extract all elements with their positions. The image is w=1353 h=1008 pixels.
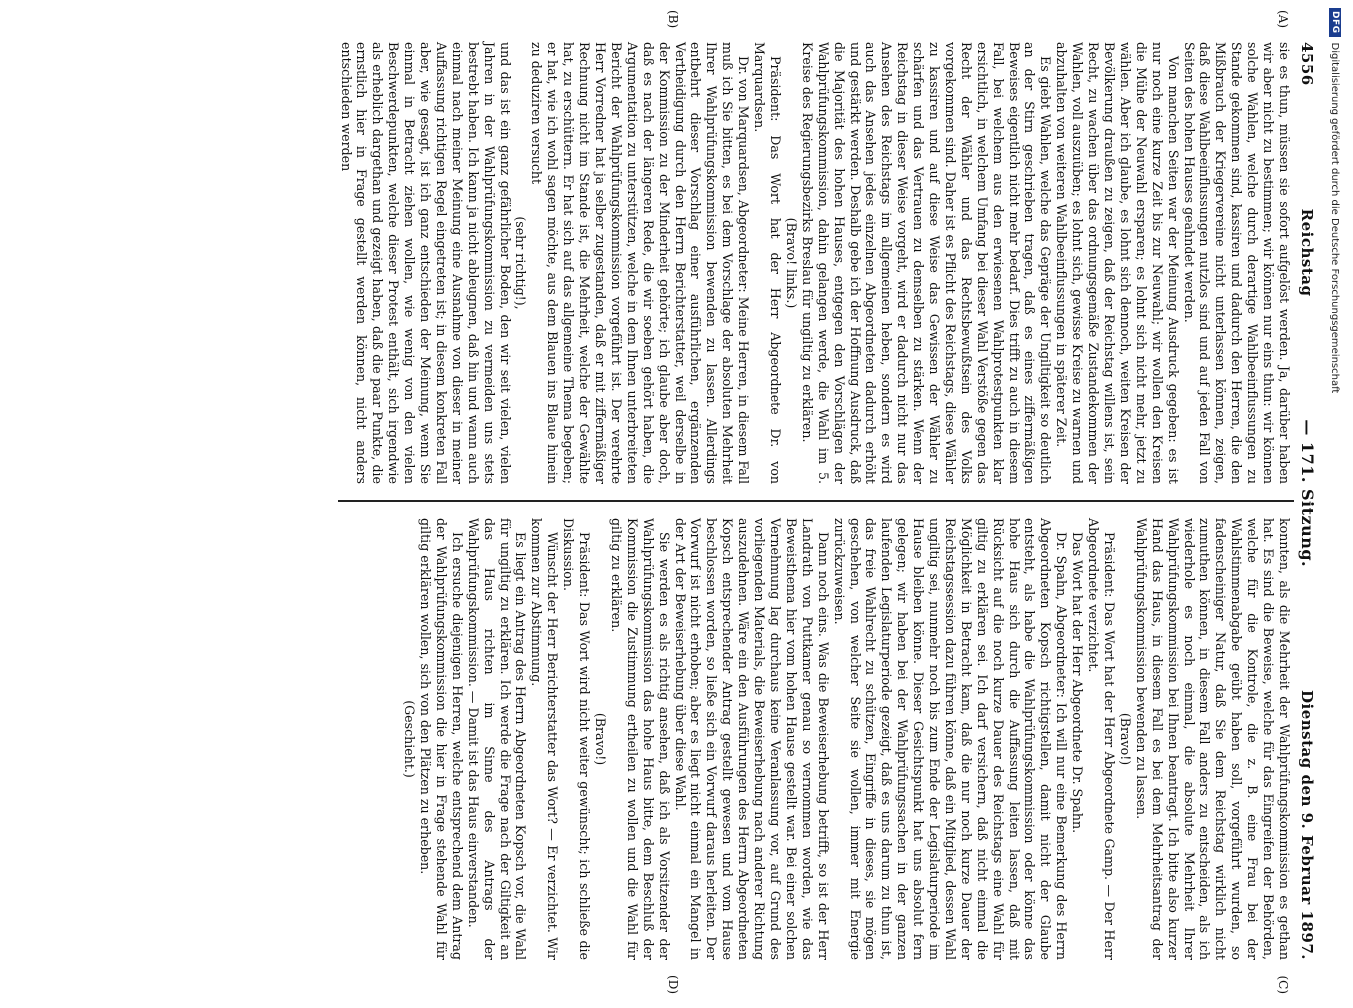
left-column — [338, 10, 1292, 484]
paragraph: Präsident: Das Wort hat der Herr Abgeordnete Gamp. — Der Herr Abgeordnete verzichtet. — [1086, 518, 1118, 960]
credit-text: Digitalisierung gefördert durch die Deutsche Forschungsgemeinschaft — [1329, 42, 1341, 394]
page-number: 4556 — [1298, 42, 1316, 86]
margin-mark-b: (B) — [666, 10, 680, 29]
column-divider — [338, 500, 1294, 502]
interjection: (sehr richtig!), — [513, 216, 529, 310]
paragraph: Ich ersuche diejenigen Herren, welche entsprechend dem Antrag der Wahlprüfungskommission die hier in Frage stehende Wahl für giltig erklären wollen, sich von den Plätzen zu erheben. — [418, 518, 465, 960]
interjection: (Bravo! links.) — [783, 217, 799, 309]
right-column — [338, 518, 1292, 994]
paragraph: Dr. Spahn, Abgeordneter: Ich will nur eine Bemerkung des Herrn Abgeordneten Kopsch richtigstellen, damit nicht der Glaube entsteht, als habe die Wahlprüfungskommission oder könne das hohe Haus sich durch die Auffassung leiten lassen, daß mit Rücksicht auf die noch kurze Dauer des Reichstags eine Wahl für giltig zu erklären sei. Ich darf versichern, daß nicht einmal die Möglichkeit in Betracht kam, daß die nur noch kurze Dauer der Reichstagssession dazu führen könne, daß ein Mitglied, dessen Wahl ungiltig sei, nunmehr noch bis zum Ende der Legislaturperiode im Hause bleiben könne. Dieser Gesichtspunkt hat uns absolut fern gelegen; wir haben bei der Wahlprüfungssachen in der ganzen laufenden Legislaturperiode gezeigt, daß es uns darum zu thun ist, das freie Wahlrecht zu schützen, Eingriffe in dieses, sie mögen geschehen, von welcher Seite sie wollen, immer mit Energie zurückzuweisen. — [831, 518, 1070, 960]
header-right-title: Dienstag den 9. Februar 1897. — [1298, 690, 1316, 960]
paragraph: Dr. von Marquardsen, Abgeordneter: Meine Herren, in diesem Fall muß ich Sie bitten, es bei dem Vorschlage der absoluten Mehrheit Ihrer Wahlprüfungskommission bewenden zu lassen. Allerdings entbehrt dieser Vorschlag einer ausführlichen, ergänzenden Vertheidigung durch den Herrn Berichterstatter, weil derselbe in der Kommission zu der Minderheit gehörte; ich glaube aber doch, daß es nach der längeren Rede, die wir soeben gehört haben, die Argumentation zu unterstützen, welche in dem Ihnen unterbreiteten Bericht der Wahlprüfungskommission vorgeführt ist. Der verehrte Herr Vorredner hat ja selber zugestanden, daß er mit ziffermäßiger Rechnung nicht im Stande ist, die Mehrheit, welche der Gewählte hat, zu erschüttern. Er hat sich auf das allgemeine Thema begeben; er hat, wie ich wohl sagen möchte, aus dem Blauen ins Blaue hinein zu deduziren versucht — [529, 42, 752, 484]
text-columns — [338, 10, 1292, 994]
dfg-logo: DFG — [1329, 8, 1341, 37]
interjection: (Bravo!) — [1117, 712, 1133, 766]
page-header — [1298, 42, 1317, 960]
margin-mark-a: (A) — [1276, 10, 1290, 29]
interjection: (Bravo!) — [593, 712, 609, 766]
header-left-title: Reichstag — [1298, 208, 1316, 297]
paragraph: Von manchen Seiten war der Meinung Ausdruck gegeben: es ist nur noch eine kurze Zeit bis zur Neuwahl; wir wollen den Kreisen die Mühe der Neuwahl ersparen; es lohnt sich nicht mehr, jetzt zu wählen. Aber ich glaube, es lohnt sich dennoch, weiten Kreisen der Bevölkerung draußen zu zeigen, daß der Reichstag willens ist, sein Recht, zu wachen über das ordnungsgemäße Zustandekommen der Wahlen, voll auszuüben; es lohnt sich, gewisse Kreise zu warnen und abzuhalten von weiteren Wahlbeeinflussungen in späterer Zeit. — [1054, 42, 1181, 484]
margin-mark-c: (C) — [1276, 975, 1290, 994]
paragraph: Es giebt Wahlen, welche das Gepräge der Ungiltigkeit so deutlich an der Stirn geschrieben tragen, daß es eines ziffermäßigen Beweises eigentlich nicht mehr bedarf. Dies trifft zu auch in diesem Fall, bei welchem aus den erwiesenen Wahlprotestpunkten klar ersichtlich, in welchem Umfang bei dieser Wahl Verstöße gegen das Recht der Wähler und das Rechtsbewußtsein des Volks vorgekommen sind. Daher ist es Pflicht des Reichstags, diese Wähler zu kassiren und auf diese Weise das Gewissen der Wähler zu schärfen und das Vertrauen zu demselben zu stärken. Wenn der Reichstag in dieser Weise vorgeht, wird er dadurch nicht nur das Ansehen des Reichstags im allgemeinen heben, sondern es wird auch das Ansehen jedes einzelnen Abgeordneten dadurch erhöht und gestärkt werden. Deshalb gebe ich der Hoffnung Ausdruck, daß die Majorität des hohen Hauses, entgegen den Vorschlägen der Wahlprüfungskommission, dahin gelangen werde, die Wahl im 5. Kreise des Regierungsbezirks Breslau für ungiltig zu erklären. — [799, 42, 1054, 484]
header-center-title: — 171. Sitzung. — [1298, 419, 1317, 568]
paragraph: Das Wort hat der Herr Abgeordnete Dr. Spahn. — [1070, 532, 1086, 834]
paragraph: Präsident: Das Wort hat der Herr Abgeordnete Dr. von Marquardsen. — [752, 42, 783, 484]
rotated-document-page — [57, 6, 1325, 994]
paragraph: und das ist ein ganz gefährlicher Boden, den wir seit vielen, vielen Jahren in der Wahlprüfungskommission zu vermeiden uns stets bestrebt haben. Ich kann ja nicht ableugnen, daß hin und wann auch einmal nach meiner Meinung eine Ausnahme von dieser in meiner Auffassung richtigen Regel eingetreten ist; in diesem konkreten Fall aber, wie gesagt, ist ich ganz entschieden der Meinung, wenn Sie einmal in Betracht ziehen wollen, wie wenig von den vielen Beschwerdepunkten, welche dieser Protest enthält, sich irgendwie als erheblich dargethan und gezeigt haben, daß die paar Punkte, die ernstlich hier in Frage gestellt werden können, nicht anders entschieden werden — [338, 42, 513, 484]
funding-credit — [1329, 8, 1341, 1008]
paragraph: Es liegt ein Antrag des Herrn Abgeordneten Kopsch vor, die Wahl für ungiltig zu erklären. Ich werde die Frage nach der Giltigkeit an das Haus richten im Sinne des Antrags der Wahlprüfungskommission. — Damit ist das Haus einverstanden. — [465, 518, 529, 960]
paragraph: Sie werden es als richtig ansehen, daß ich als Vorsitzender der Wahlprüfungskommission das hohe Haus bitte, dem Beschluß der Kommission die Zustimmung ertheilen zu wollen und die Wahl für giltig zu erklären. — [608, 518, 672, 960]
paragraph: Wünscht der Herr Berichterstatter das Wort? — Er verzichtet. Wir kommen zur Abstimmung. — [529, 518, 561, 960]
paragraph: Dann noch eins. Was die Beweiserhebung betrifft, so ist der Herr Landrath von Puttkamer genau so vernommen worden, wie das Beweisthema hier vom hohen Hause gestellt war. Bei einer solchen Vernehmung lag durchaus keine Veranlassung vor, auf Grund des vorliegenden Materials, die Beweiserhebung nach anderer Richtung auszudehnen. Wäre ein den Ausführungen des Herrn Abgeordneten Kopsch entsprechender Antrag gestellt gewesen und vom Hause beschlossen worden, so ließe sich ein Vorwurf daraus herleiten. Der Vorwurf ist nicht erhoben; aber es liegt nicht einmal ein Mangel in der Art der Beweiserhebung über diese Wahl. — [672, 518, 831, 960]
margin-mark-d: (D) — [666, 975, 680, 994]
interjection: (Geschieht.) — [402, 700, 418, 778]
paragraph: konnten, als die Mehrheit der Wahlprüfungskommission es gethan hat. Es sind die Beweise, welche für das Eingreifen der Behörden, welche für die Kontrole, die z. B. eine Frau bei der Wahlstimmenabgabe geübt haben soll, vorgeführt wurden, so fadenscheiniger Natur, daß Sie dem Reichstag wirklich nicht zumuthen können, in diesem Fall anders zu entscheiden, als ich wiederhole es noch einmal, die absolute Mehrheit Ihrer Wahlprüfungskommission bei Ihnen beantragt. Ich bitte also kurzer Hand das Haus, in diesem Fall es bei dem Mehrheitsantrag der Wahlprüfungskommission bewenden zu lassen. — [1133, 518, 1292, 960]
paragraph: Präsident: Das Wort wird nicht weiter gewünscht; ich schließe die Diskussion. — [561, 518, 593, 960]
paragraph: sie es thun, müssen sie sofort aufgelöst werden. Ja, darüber haben wir aber nicht zu bestimmen; wir können nur eins thun: wir können solche Wahlen, welche durch derartige Wahlbeeinflussungen zu Stande gekommen sind, kassiren und dadurch den Herren, die den Mißbrauch der Kriegervereine nicht unterlassen können, zeigen, daß diese Wahlbeeinflussungen nutzlos sind und auf jeden Fall von Seiten des hohen Hauses geahndet werden. — [1181, 42, 1292, 484]
